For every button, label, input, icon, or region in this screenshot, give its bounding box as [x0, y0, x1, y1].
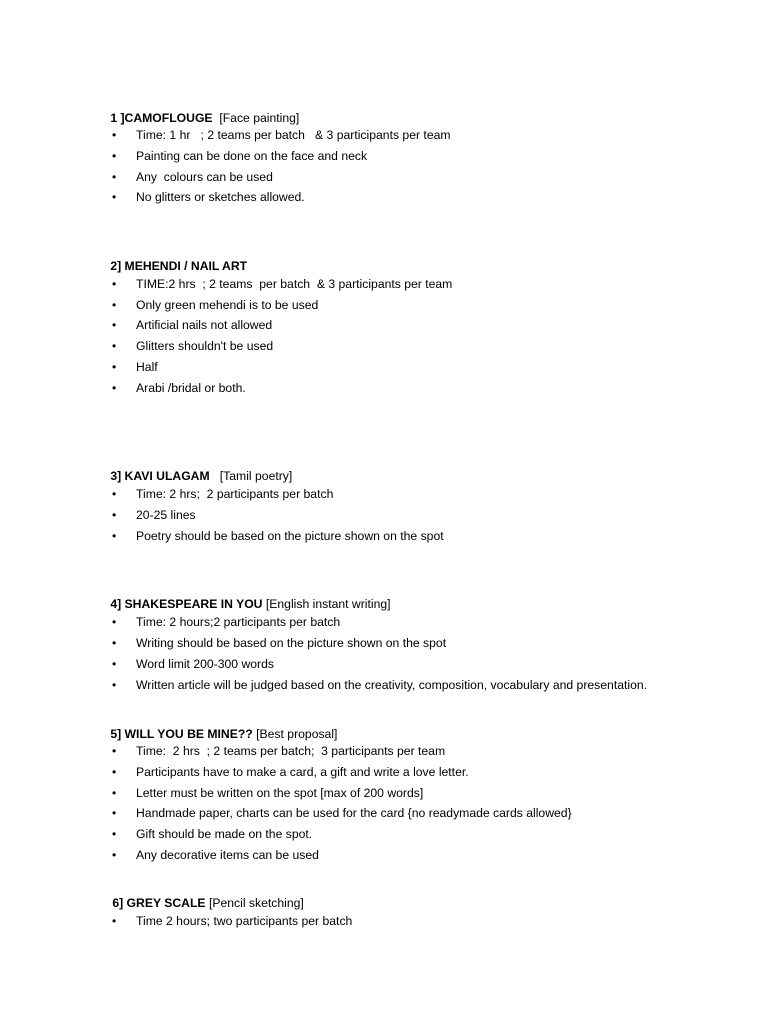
list-item-text: Arabi /bridal or both. [136, 381, 246, 395]
list-item-text: Participants have to make a card, a gift and write a love letter. [136, 765, 469, 779]
bullet-icon: • [112, 170, 117, 184]
list-item-text: Gift should be made on the spot. [136, 827, 313, 841]
bullet-icon: • [112, 827, 117, 841]
bullet-icon: • [112, 615, 117, 629]
bullet-icon: • [112, 657, 117, 671]
list-item-text: Painting can be done on the face and neck [136, 149, 368, 163]
list-item-text: Glitters shouldn't be used [136, 339, 274, 353]
heading-title: 5] WILL YOU BE MINE?? [110, 727, 253, 741]
bullet-icon: • [112, 744, 117, 758]
heading-subtitle: [Tamil poetry] [209, 469, 293, 483]
bullet-icon: • [112, 381, 117, 395]
bullet-icon: • [112, 914, 117, 928]
list-item-text: TIME:2 hrs ; 2 teams per batch & 3 participants per team [136, 277, 453, 291]
bullet-icon: • [112, 128, 117, 142]
bullet-icon: • [112, 360, 117, 374]
bullet-icon: • [112, 848, 117, 862]
bullet-icon: • [112, 277, 117, 291]
list-item-text: Word limit 200-300 words [136, 657, 274, 671]
bullet-icon: • [112, 786, 117, 800]
list-item-text: Time: 2 hrs ; 2 teams per batch; 3 participants per team [136, 744, 446, 758]
bullet-icon: • [112, 636, 117, 650]
heading-title: 4] SHAKESPEARE IN YOU [110, 597, 263, 611]
list-item-text: Letter must be written on the spot [max of 200 words] [136, 786, 424, 800]
heading-subtitle: [Best proposal] [252, 727, 338, 741]
list-item-text: Written article will be judged based on the creativity, composition, vocabulary and presentation. [136, 678, 648, 692]
list-item-text: Time: 2 hours;2 participants per batch [136, 615, 341, 629]
list-item-text: No glitters or sketches allowed. [136, 190, 305, 204]
list-item-text: Half [136, 360, 158, 374]
bullet-icon: • [112, 149, 117, 163]
list-item-text: Artificial nails not allowed [136, 318, 273, 332]
list-item-text: Time: 1 hr ; 2 teams per batch & 3 participants per team [136, 128, 451, 142]
list-item-text: Handmade paper, charts can be used for the card {no readymade cards allowed} [136, 806, 572, 820]
list-item-text: Any decorative items can be used [136, 848, 319, 862]
bullet-icon: • [112, 529, 117, 543]
bullet-icon: • [112, 339, 117, 353]
list-item-text: Writing should be based on the picture shown on the spot [136, 636, 447, 650]
bullet-icon: • [112, 765, 117, 779]
bullet-icon: • [112, 190, 117, 204]
bullet-icon: • [112, 508, 117, 522]
bullet-icon: • [112, 678, 117, 692]
heading-title: 1 ]CAMOFLOUGE [110, 111, 213, 125]
list-item-text: Poetry should be based on the picture shown on the spot [136, 529, 444, 543]
heading-title: 6] GREY SCALE [112, 896, 206, 910]
list-item-text: 20-25 lines [136, 508, 196, 522]
bullet-icon: • [112, 318, 117, 332]
heading-title: 2] MEHENDI / NAIL ART [110, 259, 248, 273]
list-item-text: Time 2 hours; two participants per batch [136, 914, 353, 928]
heading-title: 3] KAVI ULAGAM [110, 469, 210, 483]
bullet-icon: • [112, 298, 117, 312]
list-item-text: Only green mehendi is to be used [136, 298, 319, 312]
heading-subtitle: [Pencil sketching] [205, 896, 304, 910]
heading-subtitle: [English instant writing] [262, 597, 391, 611]
bullet-icon: • [112, 806, 117, 820]
bullet-icon: • [112, 487, 117, 501]
list-item-text: Time: 2 hrs; 2 participants per batch [136, 487, 334, 501]
heading-subtitle: [Face painting] [212, 111, 300, 125]
list-item-text: Any colours can be used [136, 170, 273, 184]
